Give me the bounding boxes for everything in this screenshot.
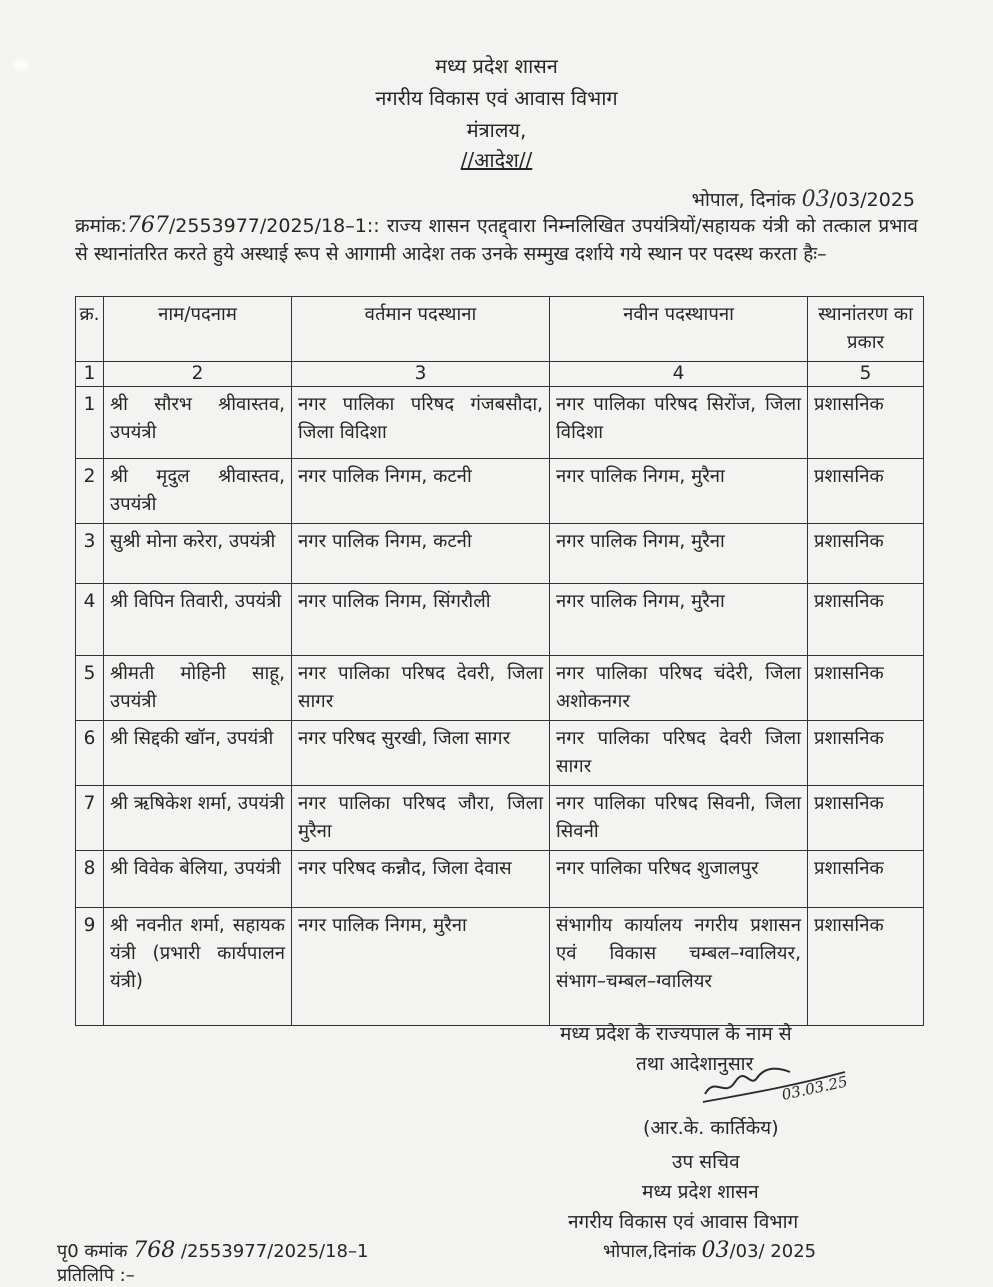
endorsement-date-day: 03 — [701, 1238, 730, 1263]
order-ref: /2553977/2025/18–1:: — [168, 215, 387, 237]
cell-new: नगर पालिका परिषद शुजालपुर — [550, 851, 808, 908]
cell-current: नगर पालिक निगम, मुरैना — [292, 908, 550, 1026]
endorsement-date — [603, 1238, 816, 1263]
order-date-rest: /03/2025 — [829, 189, 915, 211]
order-date — [692, 186, 915, 212]
cell-new: नगर पालिका परिषद चंदेरी, जिला अशोकनगर — [550, 656, 808, 721]
cell-name: श्री विवेक बेलिया, उपयंत्री — [104, 851, 292, 908]
endorsement-rest: /2553977/2025/18–1 — [175, 1241, 369, 1262]
signatory-name: (आर.के. कार्तिकेय) — [643, 1117, 779, 1139]
cell-type: प्रशासनिक — [808, 656, 924, 721]
order-text: राज्य शासन एतद्द्वारा निम्नलिखित उपयंत्रियों/सहायक यंत्री को तत्काल प्रभाव से स्थानांतरित करते हुये अस्थाई रूप से आगामी आदेश तक उनके सम्मुख दर्शाये गये स्थान पर पदस्थ करता हैः– — [75, 215, 918, 265]
cell-name: श्री नवनीत शर्मा, सहायक यंत्री (प्रभारी कार्यपालन यंत्री) — [104, 908, 292, 1026]
signature-authority-line1: मध्य प्रदेश के राज्यपाल के नाम से — [560, 1023, 792, 1045]
header-government: मध्य प्रदेश शासन — [435, 54, 558, 78]
signatory-org1: मध्य प्रदेश शासन — [642, 1181, 759, 1203]
cell-sn: 9 — [76, 908, 104, 1026]
cell-name: श्री मृदुल श्रीवास्तव, उपयंत्री — [104, 459, 292, 524]
cell-new: नगर पालिक निगम, मुरैना — [550, 584, 808, 656]
cell-sn: 3 — [76, 524, 104, 584]
order-paragraph — [75, 212, 918, 268]
cell-type: प्रशासनिक — [808, 459, 924, 524]
col-number: 3 — [292, 362, 550, 387]
order-date-day: 03 — [801, 187, 830, 212]
table-row — [76, 786, 924, 851]
cell-sn: 6 — [76, 721, 104, 786]
col-number: 2 — [104, 362, 292, 387]
cell-new: नगर पालिका परिषद सिवनी, जिला सिवनी — [550, 786, 808, 851]
col-header-current: वर्तमान पदस्थाना — [292, 297, 550, 362]
table-row — [76, 656, 924, 721]
col-number: 1 — [76, 362, 104, 387]
cell-sn: 4 — [76, 584, 104, 656]
cell-type: प्रशासनिक — [808, 584, 924, 656]
table-row — [76, 721, 924, 786]
signatory-designation: उप सचिव — [672, 1151, 740, 1173]
cell-type: प्रशासनिक — [808, 851, 924, 908]
cell-type: प्रशासनिक — [808, 908, 924, 1026]
cell-type: प्रशासनिक — [808, 524, 924, 584]
handwritten-signature — [695, 1058, 865, 1108]
header-ministry: मंत्रालय, — [466, 118, 527, 142]
endorsement-date-rest: /03/ 2025 — [729, 1241, 817, 1262]
cell-sn: 5 — [76, 656, 104, 721]
cell-current: नगर पालिक निगम, सिंगरौली — [292, 584, 550, 656]
cell-new: नगर पालिका परिषद सिरोंज, जिला विदिशा — [550, 387, 808, 459]
cell-current: नगर पालिक निगम, कटनी — [292, 459, 550, 524]
table-row — [76, 459, 924, 524]
col-number: 5 — [808, 362, 924, 387]
cell-new: नगर पालिका परिषद देवरी जिला सागर — [550, 721, 808, 786]
header-department: नगरीय विकास एवं आवास विभाग — [375, 86, 618, 110]
table-colnum-row — [76, 362, 924, 387]
endorsement-date-prefix: भोपाल,दिनांक — [603, 1241, 702, 1262]
cell-new: संभागीय कार्यालय नगरीय प्रशासन एवं विकास चम्बल–ग्वालियर, संभाग–चम्बल–ग्वालियर — [550, 908, 808, 1026]
cell-current: नगर परिषद कन्नौद, जिला देवास — [292, 851, 550, 908]
order-number: 767 — [126, 213, 169, 238]
cell-name: श्री ऋषिकेश शर्मा, उपयंत्री — [104, 786, 292, 851]
cell-new: नगर पालिक निगम, मुरैना — [550, 459, 808, 524]
table-row — [76, 908, 924, 1026]
cell-sn: 1 — [76, 387, 104, 459]
cell-current: नगर पालिका परिषद देवरी, जिला सागर — [292, 656, 550, 721]
cell-sn: 7 — [76, 786, 104, 851]
cell-new: नगर पालिक निगम, मुरैना — [550, 524, 808, 584]
endorsement-label: पृ0 कमांक — [57, 1241, 134, 1262]
col-number: 4 — [550, 362, 808, 387]
table-header-row — [76, 297, 924, 362]
header-order-title: //आदेश// — [460, 148, 533, 172]
cell-name: श्री सौरभ श्रीवास्तव, उपयंत्री — [104, 387, 292, 459]
signature-authority-line2: तथा आदेशानुसार — [636, 1053, 754, 1075]
transfer-table — [75, 296, 924, 1026]
cell-current: नगर पालिक निगम, कटनी — [292, 524, 550, 584]
endorsement-number: 768 — [133, 1238, 176, 1263]
cell-type: प्रशासनिक — [808, 721, 924, 786]
endorsement-ref — [57, 1238, 368, 1263]
signatory-org2: नगरीय विकास एवं आवास विभाग — [568, 1211, 799, 1233]
table-row — [76, 524, 924, 584]
col-header-type: स्थानांतरण का प्रकार — [808, 297, 924, 362]
table-row — [76, 851, 924, 908]
cell-sn: 8 — [76, 851, 104, 908]
col-header-name: नाम/पदनाम — [104, 297, 292, 362]
cell-name: श्री विपिन तिवारी, उपयंत्री — [104, 584, 292, 656]
order-label: क्रमांक: — [75, 215, 127, 237]
cell-name: श्री सिद्दकी खॉन, उपयंत्री — [104, 721, 292, 786]
cell-current: नगर पालिका परिषद गंजबसौदा, जिला विदिशा — [292, 387, 550, 459]
copy-to-label: प्रतिलिपि :– — [57, 1265, 135, 1286]
cell-name: श्रीमती मोहिनी साहू, उपयंत्री — [104, 656, 292, 721]
cell-current: नगर पालिका परिषद जौरा, जिला मुरैना — [292, 786, 550, 851]
col-header-sn: क्र. — [76, 297, 104, 362]
table-row — [76, 387, 924, 459]
cell-type: प्रशासनिक — [808, 786, 924, 851]
signature-date-handwriting: 03.03.25 — [780, 1072, 850, 1104]
col-header-new: नवीन पदस्थापना — [550, 297, 808, 362]
cell-type: प्रशासनिक — [808, 387, 924, 459]
cell-name: सुश्री मोना करेरा, उपयंत्री — [104, 524, 292, 584]
cell-current: नगर परिषद सुरखी, जिला सागर — [292, 721, 550, 786]
table-row — [76, 584, 924, 656]
order-date-prefix: भोपाल, दिनांक — [691, 189, 802, 211]
cell-sn: 2 — [76, 459, 104, 524]
